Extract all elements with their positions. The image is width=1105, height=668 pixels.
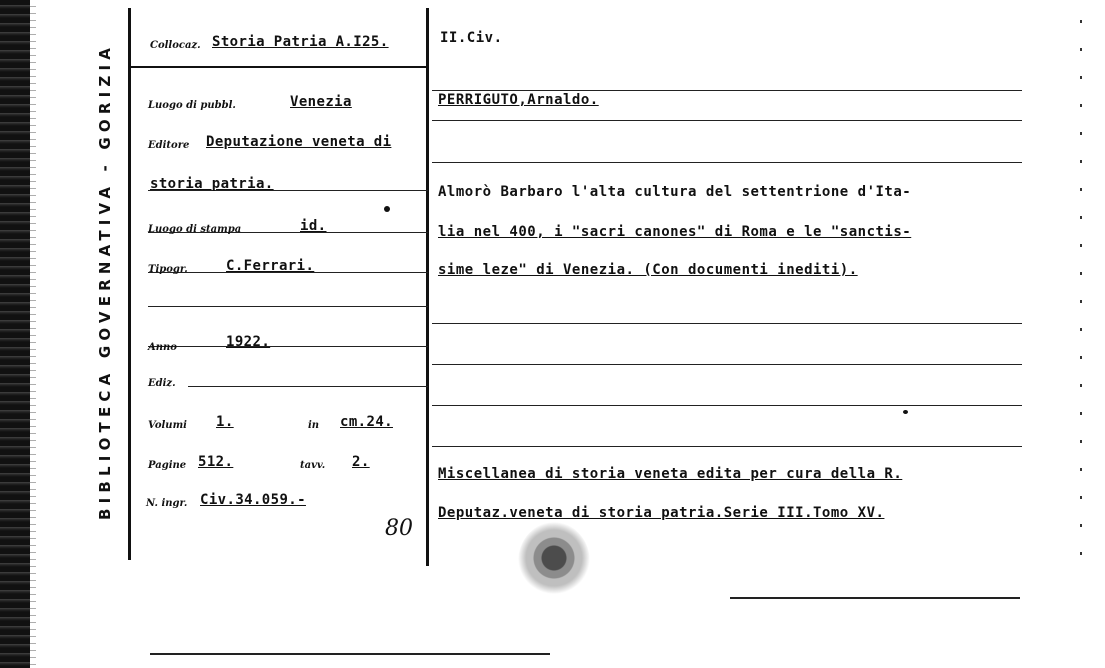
title-line-2: lia nel 400, i "sacri canones" di Roma e le "sanctis- bbox=[438, 224, 912, 240]
series-line-2: Deputaz.veneta di storia patria.Serie III.Tomo XV. bbox=[438, 505, 885, 521]
tipogr-value: C.Ferrari. bbox=[226, 258, 315, 274]
volumi-value: 1. bbox=[216, 414, 234, 430]
handwritten-number: 80 bbox=[385, 516, 413, 541]
title-line-1: Almorò Barbaro l'alta cultura del settentrione d'Ita- bbox=[438, 184, 912, 200]
section-code: II.Civ. bbox=[440, 30, 503, 46]
collocazione-value: Storia Patria A.I25. bbox=[212, 34, 389, 50]
formato-in-label: in bbox=[308, 420, 320, 431]
left-border-line bbox=[128, 8, 131, 560]
right-rule bbox=[432, 405, 1022, 406]
right-rule bbox=[432, 162, 1022, 163]
editore-value-2: storia patria. bbox=[150, 176, 274, 192]
tavole-value: 2. bbox=[352, 454, 370, 470]
ink-stamp bbox=[518, 522, 590, 602]
scan-edge-noise bbox=[30, 0, 36, 668]
tipogr-label: Tipogr. bbox=[148, 264, 188, 275]
left-rule bbox=[148, 346, 428, 347]
editore-value-1: Deputazione veneta di bbox=[206, 134, 392, 150]
luogo-stampa-value: id. bbox=[300, 218, 327, 234]
left-rule bbox=[148, 306, 428, 307]
volumi-label: Volumi bbox=[148, 420, 187, 431]
scan-left-edge bbox=[0, 0, 30, 668]
column-divider-line bbox=[426, 8, 429, 566]
editore-label: Editore bbox=[148, 140, 190, 151]
anno-label: Anno bbox=[148, 342, 177, 353]
ink-speck bbox=[903, 410, 908, 414]
bottom-rule bbox=[150, 653, 550, 655]
collocazione-label: Collocaz. bbox=[150, 40, 201, 51]
ediz-label: Ediz. bbox=[148, 378, 176, 389]
bottom-rule bbox=[730, 597, 1020, 599]
right-rule bbox=[432, 120, 1022, 121]
luogo-pubbl-label: Luogo di pubbl. bbox=[148, 100, 236, 111]
ink-speck bbox=[384, 206, 390, 212]
tavole-label: tavv. bbox=[300, 460, 326, 471]
ingr-label: N. ingr. bbox=[146, 498, 188, 509]
left-rule bbox=[188, 386, 428, 387]
formato-value: cm.24. bbox=[340, 414, 393, 430]
ingr-value: Civ.34.059.- bbox=[200, 492, 306, 508]
right-rule bbox=[432, 323, 1022, 324]
right-rule bbox=[432, 90, 1022, 91]
author-name: PERRIGUTO,Arnaldo. bbox=[438, 92, 599, 108]
right-rule bbox=[432, 446, 1022, 447]
header-rule bbox=[130, 66, 428, 68]
pagine-value: 512. bbox=[198, 454, 234, 470]
anno-value: 1922. bbox=[226, 334, 271, 350]
right-edge-marks bbox=[1080, 20, 1082, 580]
luogo-pubbl-value: Venezia bbox=[290, 94, 352, 110]
series-line-1: Miscellanea di storia veneta edita per cura della R. bbox=[438, 466, 903, 482]
right-rule bbox=[432, 364, 1022, 365]
pagine-label: Pagine bbox=[148, 460, 187, 471]
luogo-stampa-label: Luogo di stampa bbox=[148, 224, 242, 235]
title-line-3: sime leze" di Venezia. (Con documenti inediti). bbox=[438, 262, 858, 278]
library-side-label: BIBLIOTECA GOVERNATIVA - GORIZIA bbox=[96, 42, 114, 520]
